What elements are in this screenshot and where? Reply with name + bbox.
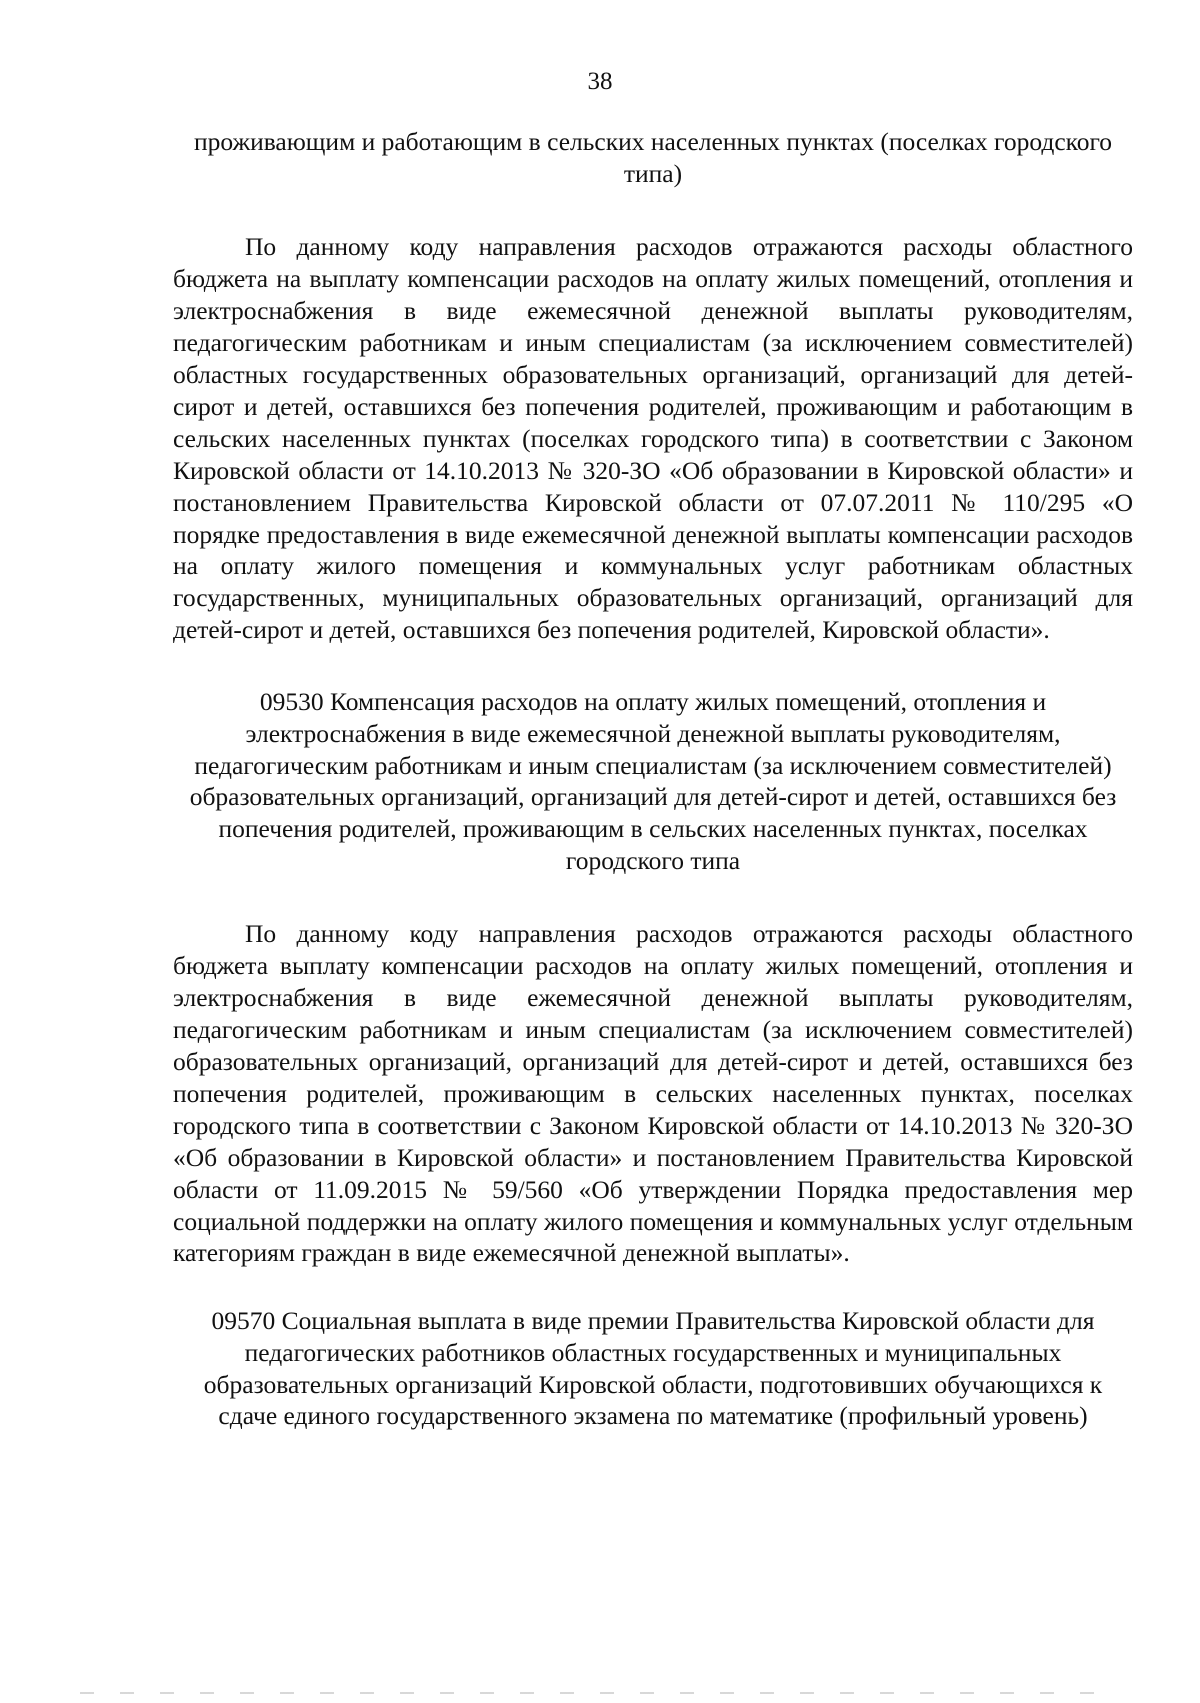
body-paragraph-2: По данному коду направления расходов отражаются расходы областного бюджета выплату компенсации расходов на оплату жилых помещений, отопления и электроснабжения в виде ежемесячной денежной выплаты руководителям, педагогическим работникам и иным специалистам (за исключением совместителей) образовательных организаций, организаций для детей-сирот и детей, оставшихся без попечения родителей, проживающим в сельских населенных пунктах, поселках городского типа в соответствии с Законом Кировской области от 14.10.2013 № 320-ЗО «Об образовании в Кировской области» и постановлением Правительства Кировской области от 11.09.2015 № 59/560 «Об утверждении Порядка предоставления мер социальной поддержки на оплату жилого помещения и коммунальных услуг отдельным категориям граждан в виде ежемесячной денежной выплаты». xyxy=(173,919,1133,1268)
section-heading-09570: 09570 Социальная выплата в виде премии Правительства Кировской области для педагогических работников областных государственных и муниципальных образовательных организаций Кировской области, подготовивших обучающихся к сдаче единого государственного экзамена по математике (профильный уровень) xyxy=(203,1306,1103,1431)
page-content xyxy=(173,126,1133,1432)
section-heading-09530: 09530 Компенсация расходов на оплату жилых помещений, отопления и электроснабжения в виде ежемесячной денежной выплаты руководителям, педагогическим работникам и иным специалистам (за исключением совместителей) образовательных организаций, организаций для детей-сирот и детей, оставшихся без попечения родителей, проживающим в сельских населенных пунктах, поселках городского типа xyxy=(189,687,1117,875)
scan-artifact-line xyxy=(80,1692,1120,1694)
section-heading-continued: проживающим и работающим в сельских населенных пунктах (поселках городского типа) xyxy=(193,127,1113,188)
body-paragraph-1: По данному коду направления расходов отражаются расходы областного бюджета на выплату компенсации расходов на оплату жилых помещений, отопления и электроснабжения в виде ежемесячной денежной выплаты руководителям, педагогическим работникам и иным специалистам (за исключением совместителей) областных государственных образовательных организаций, организаций для детей-сирот и детей, оставшихся без попечения родителей, проживающим и работающим в сельских населенных пунктах (поселках городского типа) в соответствии с Законом Кировской области от 14.10.2013 № 320-ЗО «Об образовании в Кировской области» и постановлением Правительства Кировской области от 07.07.2011 № 110/295 «О порядке предоставления в виде ежемесячной денежной выплаты компенсации расходов на оплату жилого помещения и коммунальных услуг работникам областных государственных, муниципальных образовательных организаций, организаций для детей-сирот и детей, оставшихся без попечения родителей, Кировской области». xyxy=(173,232,1133,645)
page-number: 38 xyxy=(587,68,613,95)
